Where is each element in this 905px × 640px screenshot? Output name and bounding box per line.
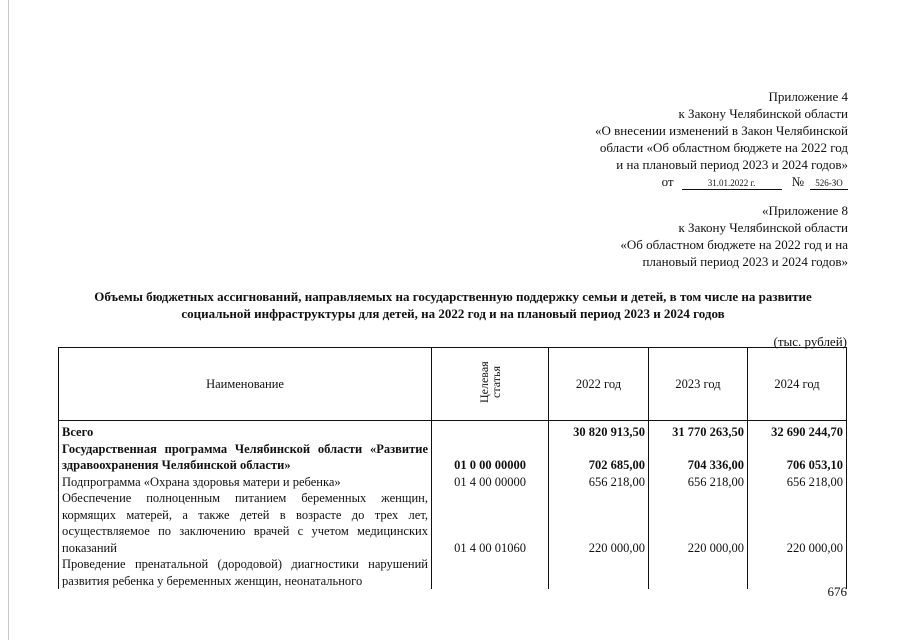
row-name: Подпрограмма «Охрана здоровья матери и ребенка» bbox=[59, 474, 432, 491]
law-date-number-line bbox=[662, 173, 848, 190]
appendix-line: и на плановый период 2023 и 2024 годов» bbox=[616, 157, 848, 172]
table-row bbox=[59, 490, 847, 556]
row-value-2024: 220 000,00 bbox=[748, 490, 847, 556]
budget-table bbox=[58, 347, 847, 589]
table-row bbox=[59, 556, 847, 589]
row-value-2023: 656 218,00 bbox=[649, 474, 748, 491]
row-value-2024: 706 053,10 bbox=[748, 441, 847, 474]
row-name: Проведение пренатальной (дородовой) диагностики нарушений развития ребенка у беременных женщин, неонатального bbox=[59, 556, 432, 589]
row-code: 01 4 00 01060 bbox=[432, 490, 549, 556]
row-value-2022: 702 685,00 bbox=[549, 441, 649, 474]
appendix-line: «О внесении изменений в Закон Челябинской bbox=[594, 123, 848, 138]
header-2022: 2022 год bbox=[549, 348, 649, 421]
from-label: от bbox=[661, 174, 674, 189]
appendix-line: плановый период 2023 и 2024 годов» bbox=[642, 254, 848, 269]
left-margin-rule bbox=[8, 0, 9, 640]
row-value-2023: 220 000,00 bbox=[649, 490, 748, 556]
appendix-line: Приложение 4 bbox=[768, 89, 848, 104]
row-code bbox=[432, 556, 549, 589]
table-row-total bbox=[59, 421, 847, 441]
document-title bbox=[60, 288, 846, 322]
row-value-2023 bbox=[649, 556, 748, 589]
row-value-2023: 31 770 263,50 bbox=[649, 421, 748, 441]
table-header-row bbox=[59, 348, 847, 421]
row-value-2022: 30 820 913,50 bbox=[549, 421, 649, 441]
row-code: 01 4 00 00000 bbox=[432, 474, 549, 491]
header-name: Наименование bbox=[59, 348, 432, 421]
row-value-2024: 656 218,00 bbox=[748, 474, 847, 491]
header-code bbox=[432, 348, 549, 421]
units-label: (тыс. рублей) bbox=[773, 334, 847, 349]
appendix-line: «Об областном бюджете на 2022 год и на bbox=[620, 237, 848, 252]
header-2023: 2023 год bbox=[649, 348, 748, 421]
appendix-line: области «Об областном бюджете на 2022 год bbox=[599, 140, 848, 155]
row-value-2022: 656 218,00 bbox=[549, 474, 649, 491]
row-value-2022: 220 000,00 bbox=[549, 490, 649, 556]
table-row bbox=[59, 474, 847, 491]
table-row bbox=[59, 441, 847, 474]
header-code-label: Целевая статья bbox=[477, 361, 503, 403]
title-line: Объемы бюджетных ассигнований, направляемых на государственную поддержку семьи и детей, в том числе на развитие bbox=[94, 289, 812, 304]
row-name: Обеспечение полноценным питанием беременных женщин, кормящих матерей, а также детей в возрасте до трех лет, осуществляемое по заключению врачей с учетом медицинских показаний bbox=[59, 490, 432, 556]
row-value-2024: 32 690 244,70 bbox=[748, 421, 847, 441]
row-name: Государственная программа Челябинской области «Развитие здравоохранения Челябинской области» bbox=[59, 441, 432, 474]
header-2024: 2024 год bbox=[748, 348, 847, 421]
appendix-line: к Закону Челябинской области bbox=[678, 220, 848, 235]
law-number: 526-ЗО bbox=[810, 178, 848, 190]
appendix-line: к Закону Челябинской области bbox=[678, 106, 848, 121]
number-label: № bbox=[791, 174, 804, 189]
appendix-line: «Приложение 8 bbox=[761, 203, 848, 218]
title-line: социальной инфраструктуры для детей, на 2022 год и на плановый период 2023 и 2024 годов bbox=[181, 306, 725, 321]
page-number: 676 bbox=[827, 584, 847, 599]
law-date: 31.01.2022 г. bbox=[682, 178, 782, 190]
row-name: Всего bbox=[59, 421, 432, 441]
appendix-8-header bbox=[620, 202, 848, 270]
appendix-4-header bbox=[595, 88, 848, 190]
row-code: 01 0 00 00000 bbox=[432, 441, 549, 474]
row-value-2022 bbox=[549, 556, 649, 589]
row-code bbox=[432, 421, 549, 441]
row-value-2023: 704 336,00 bbox=[649, 441, 748, 474]
